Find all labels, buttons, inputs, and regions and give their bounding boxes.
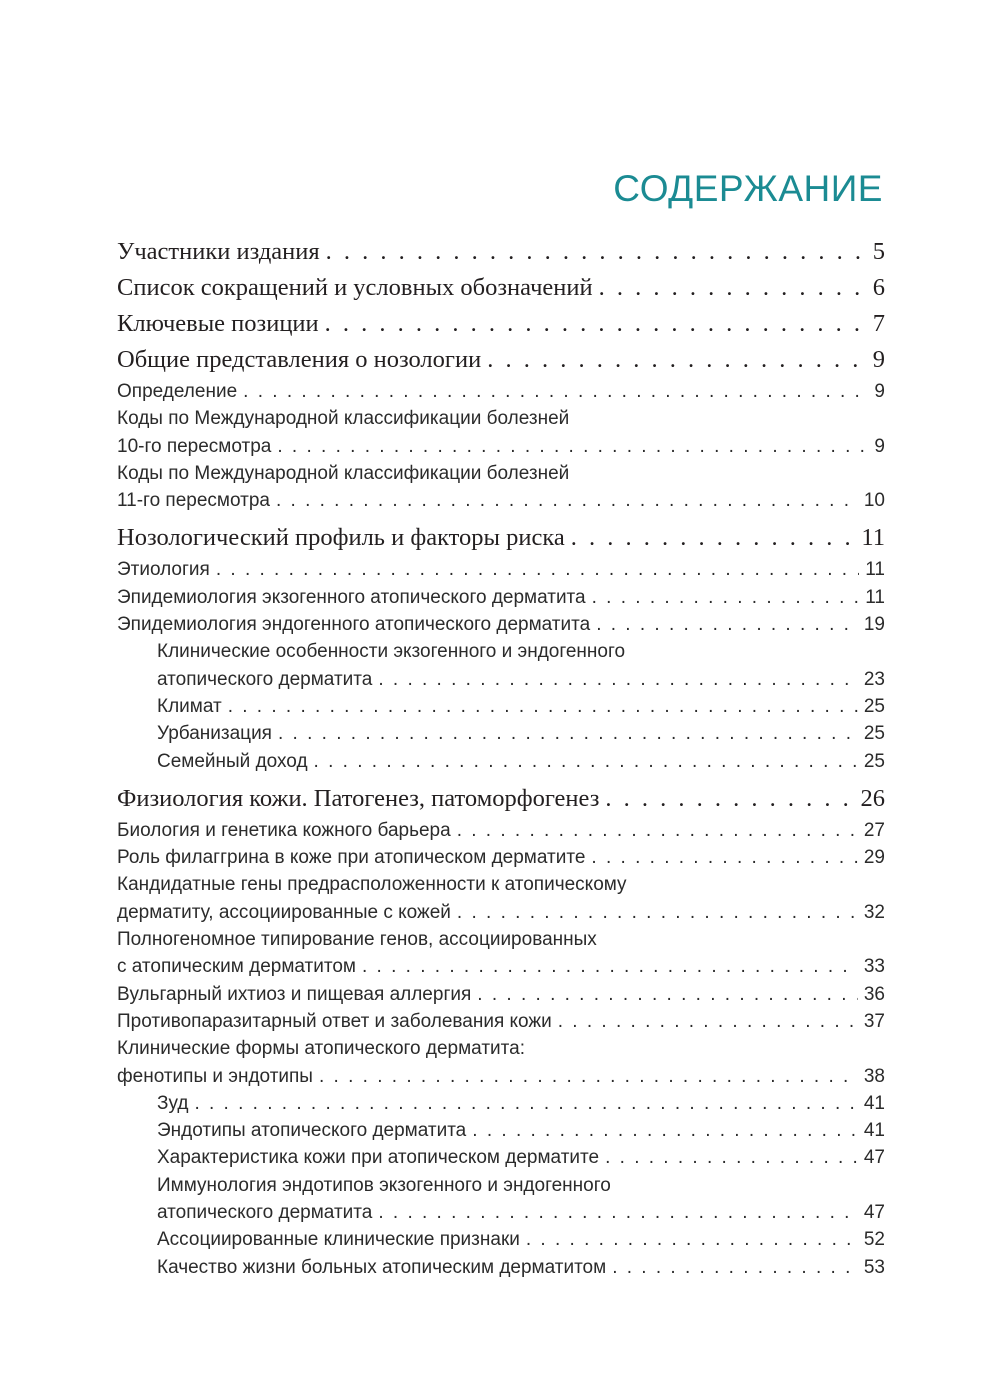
toc-entry-label: Вульгарный ихтиоз и пищевая аллергия	[117, 983, 472, 1005]
toc-page-number: 53	[863, 1256, 885, 1278]
dot-leader	[194, 1090, 857, 1117]
toc-page-number: 5	[872, 238, 885, 265]
toc-page-number: 9	[874, 381, 885, 402]
toc-subentry[interactable]	[117, 1063, 885, 1090]
toc-entry-label: Ассоциированные клинические признаки	[157, 1229, 520, 1251]
toc-subsubentry[interactable]	[117, 1117, 885, 1144]
toc-subsubentry[interactable]	[117, 1090, 885, 1117]
toc-entry[interactable]	[117, 520, 885, 556]
toc-page-number: 9	[874, 435, 885, 457]
toc-entry-label: Эндотипы атопического дерматита	[157, 1120, 467, 1142]
toc-page-number: 10	[863, 490, 885, 512]
toc-subentry[interactable]	[117, 953, 885, 980]
toc-entry-label: Эпидемиология экзогенного атопического дерматита	[117, 586, 586, 608]
toc-subentry[interactable]	[117, 556, 885, 583]
dot-leader	[314, 748, 858, 775]
dot-leader	[216, 556, 859, 583]
toc-entry-label: Ключевые позиции	[117, 310, 319, 337]
toc-page-number: 47	[863, 1202, 885, 1224]
toc-entry-label-line[interactable]: Кандидатные гены предрасположенности к атопическому	[117, 874, 627, 896]
toc-entry-label: Участники издания	[117, 238, 320, 265]
toc-subentry[interactable]	[117, 487, 885, 514]
dot-leader	[487, 342, 867, 378]
toc-page-number: 11	[865, 559, 885, 581]
toc-entry-label: Биология и генетика кожного барьера	[117, 819, 451, 841]
toc-entry-label: Определение	[117, 381, 238, 402]
toc-entry-label: Физиология кожи. Патогенез, патоморфогенез	[117, 784, 600, 812]
toc-entry-label: Общие представления о нозологии	[117, 346, 482, 373]
toc-entry[interactable]	[117, 342, 885, 378]
toc-subentry[interactable]	[117, 981, 885, 1008]
page-title: СОДЕРЖАНИЕ	[613, 168, 883, 209]
toc-subentry[interactable]	[117, 1008, 885, 1035]
toc-subentry[interactable]	[117, 611, 885, 638]
dot-leader	[276, 487, 858, 514]
toc-entry-label: Семейный доход	[157, 750, 308, 772]
toc-entry-label: Зуд	[157, 1092, 189, 1114]
toc-page-number: 7	[872, 310, 885, 337]
dot-leader	[605, 1144, 858, 1171]
toc-subentry[interactable]	[117, 844, 885, 871]
toc-page-number: 33	[863, 956, 885, 978]
toc-entry-label-line[interactable]: Клинические особенности экзогенного и эндогенного	[157, 641, 626, 663]
toc-subsubentry[interactable]	[117, 1226, 885, 1253]
toc-subentry[interactable]	[117, 899, 885, 926]
toc-page-number: 6	[872, 274, 885, 301]
toc-entry-label: Противопаразитарный ответ и заболевания кожи	[117, 1010, 552, 1032]
dot-leader	[591, 844, 857, 871]
toc-entry-label-line[interactable]: Коды по Международной классификации болезней	[117, 408, 570, 430]
toc-subsubentry[interactable]	[117, 1199, 885, 1226]
toc-entry-label: Нозологический профиль и факторы риска	[117, 524, 565, 552]
toc-entry-label: атопического дерматита	[157, 668, 373, 690]
dot-leader	[319, 1063, 858, 1090]
toc-entry-label-line[interactable]: Клинические формы атопического дерматита:	[117, 1038, 525, 1060]
toc-page-number: 36	[863, 983, 885, 1005]
toc-entry-label-line[interactable]: Полногеномное типирование генов, ассоциированных	[117, 929, 597, 951]
toc-entry[interactable]	[117, 234, 885, 270]
dot-leader	[457, 817, 858, 844]
toc-entry-label: дерматиту, ассоциированные с кожей	[117, 901, 451, 923]
dot-leader	[477, 981, 858, 1008]
toc-page-number: 11	[861, 524, 885, 552]
toc-entry-label: 11-го пересмотра	[117, 490, 270, 512]
toc-page-number: 41	[863, 1092, 885, 1114]
toc-page-number: 41	[863, 1120, 885, 1142]
toc-page-number: 32	[863, 901, 885, 923]
toc-page-number: 47	[863, 1147, 885, 1169]
dot-leader	[228, 693, 858, 720]
toc-entry-label: атопического дерматита	[157, 1202, 373, 1224]
toc-entry[interactable]	[117, 781, 885, 817]
toc-entry-label: Этиология	[117, 559, 210, 581]
toc-page-number: 19	[863, 614, 885, 636]
toc-entry-label: Качество жизни больных атопическим дерматитом	[157, 1256, 607, 1278]
toc-subentry[interactable]	[117, 433, 885, 460]
dot-leader	[378, 1199, 858, 1226]
dot-leader	[278, 720, 858, 747]
dot-leader	[605, 781, 854, 817]
toc-page-number: 25	[863, 723, 885, 745]
toc-page-number: 27	[863, 819, 885, 841]
dot-leader	[277, 433, 868, 460]
dot-leader	[592, 584, 860, 611]
toc-subsubentry[interactable]	[117, 720, 885, 747]
toc-subentry[interactable]	[117, 378, 885, 405]
toc-page-number: 37	[863, 1010, 885, 1032]
dot-leader	[526, 1226, 858, 1253]
dot-leader	[325, 306, 867, 342]
toc-entry[interactable]	[117, 270, 885, 306]
toc-page-number: 26	[860, 784, 885, 812]
dot-leader	[472, 1117, 858, 1144]
toc-subsubentry[interactable]	[117, 1254, 885, 1281]
dot-leader	[599, 270, 867, 306]
dot-leader	[326, 234, 867, 270]
toc-page-number: 9	[872, 346, 885, 373]
toc-entry-label: 10-го пересмотра	[117, 435, 272, 457]
toc-page-number: 23	[863, 668, 885, 690]
table-of-contents	[117, 234, 885, 1281]
toc-entry-label: Список сокращений и условных обозначений	[117, 274, 593, 301]
dot-leader	[457, 899, 858, 926]
dot-leader	[243, 378, 868, 405]
toc-entry-label: Урбанизация	[157, 723, 272, 745]
toc-entry-label-line[interactable]: Коды по Международной классификации болезней	[117, 462, 570, 484]
toc-subsubentry[interactable]	[117, 1144, 885, 1171]
dot-leader	[612, 1254, 858, 1281]
toc-entry[interactable]	[117, 306, 885, 342]
toc-page-number: 25	[863, 695, 885, 717]
dot-leader	[571, 520, 856, 556]
dot-leader	[558, 1008, 858, 1035]
toc-entry-label: с атопическим дерматитом	[117, 956, 356, 978]
dot-leader	[378, 666, 858, 693]
toc-subentry[interactable]	[117, 584, 885, 611]
toc-page-number: 52	[863, 1229, 885, 1251]
toc-page-number: 11	[865, 586, 885, 608]
toc-subsubentry[interactable]	[117, 748, 885, 775]
toc-subsubentry[interactable]	[117, 693, 885, 720]
toc-entry-label: Эпидемиология эндогенного атопического дерматита	[117, 614, 591, 636]
toc-entry-label: Характеристика кожи при атопическом дерматите	[157, 1147, 600, 1169]
dot-leader	[362, 953, 858, 980]
toc-page-number: 25	[863, 750, 885, 772]
toc-entry-label: фенотипы и эндотипы	[117, 1065, 313, 1087]
toc-entry-label: Роль филаггрина в коже при атопическом дерматите	[117, 847, 586, 869]
toc-page-number: 29	[863, 847, 885, 869]
dot-leader	[596, 611, 858, 638]
toc-subsubentry[interactable]	[117, 666, 885, 693]
toc-page-number: 38	[863, 1065, 885, 1087]
toc-entry-label-line[interactable]: Иммунология эндотипов экзогенного и эндогенного	[157, 1174, 611, 1196]
toc-subentry[interactable]	[117, 817, 885, 844]
toc-entry-label: Климат	[157, 695, 222, 717]
